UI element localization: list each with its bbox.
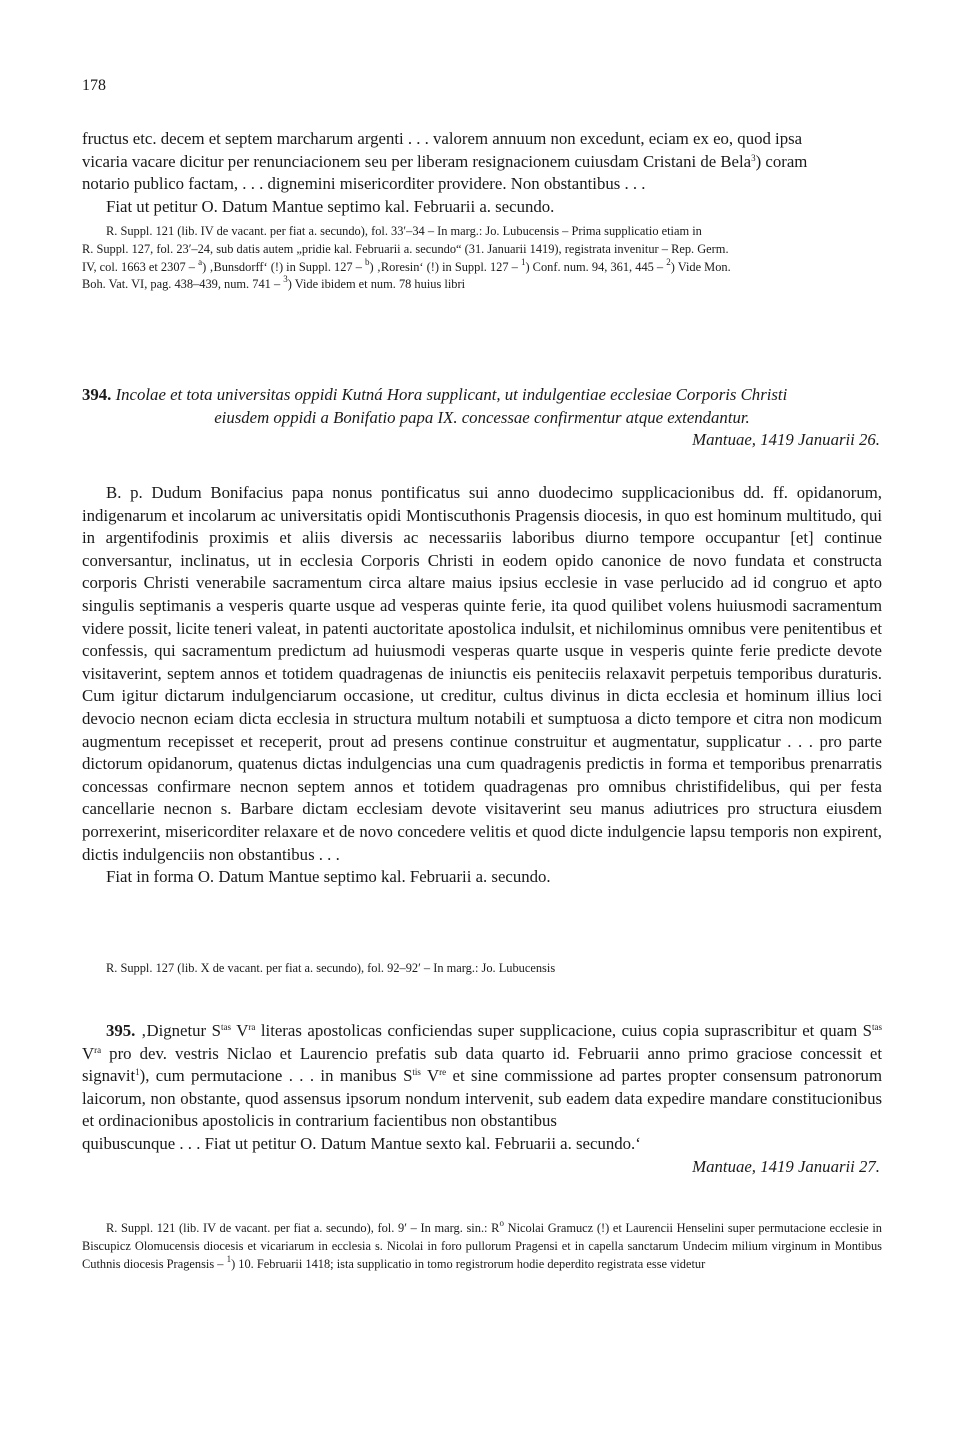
entry-395-body [82, 1020, 882, 1178]
body-text: 395. ‚Dignetur $S^{tas}$ $V^{ra}$ literas apostolicas conficiendas super supplicacione, cuius copia suprascribitur et quam $S^{tas}$ $V^{ra}$ pro dev. vestris Niclao et Laurencio prefatis sub data quarto id. Februarii anno primo graciose concessit et signavit$^1$), cum permutacione . . . in manibus $S^{tis}$ Vre et sine commissione ad partes propter consensum patronorum laicorum, non obstante, quod assensus ipsorum nondum intervenit, sub eadem data expedire mandare constitucionibus et ordinacionibus apostolicis in contrarium facientibus non obstantibus [82, 1021, 883, 1131]
entry-394-body [82, 482, 882, 889]
text-line: notario publico factam, . . . dignemini misericorditer providere. Non obstantibus . . . [82, 174, 646, 194]
body-text: B. p. Dudum Bonifacius papa nonus pontificatus sui anno duodecimo supplicacionibus dd. ff. opidanorum, indigenarum et incolarum ac universitatis opidi Montiscuthonis Pragensis diocesis, in quo est hominum multitudo, qui in argentifodinis proximis et aliis diversis ac necessariis laboribus diurno tempore occupantur [et] continue conversantur, inclinatus, ut in ecclesia Corporis Christi in eodem opido canonice de novo fundata et constructa corporis Christi venerabile sacramentum circa altare maius ipsius ecclesie in vase perlucido ad id congruo et apto singulis septimanis a vesperis quarte usque ad vesperas quinte ferie, ita quod quilibet volens huiusmodi sacramentum videre possit, licite teneri valeat, in patenti auctoritate apostolica indulsit, et nichilominus omnibus vere penitentibus et confessis, qui sacramentum predictum ad huiusmodi vesperas quarte usque in vesperis quinte ferie predicte devote visitaverint, septem annos et totidem quadragenas de iniunctis eis peniteciis relaxavit perpetuis temporibus duraturis. Cum igitur dictarum indulgenciarum occasione, ut creditur, cultus divinus in dicta ecclesia et hominum illius loci devocio necnon eciam dicta ecclesia in structura multum notabili et sumptuosa a dicto tempore et citra non modicum augmentum recepisset et receperit, prout ad presens continue construitur et augmentatur, supplicatur . . . pro parte dictorum opidanorum, quatenus dictas indulgencias una cum quadragenis predictis in forma et temporibus prenarratis concessas confirmare necnon septem annos et totidem quadragenas pro omnibus christifidelibus, qui per festa cancellarie necnon s. Barbare dictam ecclesiam devote visitaverint seu manus adiutrices pro structura eiusdem porrexerint, misericorditer relaxare et de novo concedere velitis et quod dicte indulgencie lapsu temporis non expirent, dictis indulgenciis non obstantibus . . . [82, 483, 882, 864]
entry-number: 394. [82, 385, 112, 404]
footnote-line: IV, col. 1663 et 2307 – $^a$) ‚Bunsdorff‘ (!) in Suppl. 127 – $^b$) ‚Roresin‘ (!) in Suppl. 127 – $^1$) Conf. num. 94, 361, 445 – $^2$) Vide Mon. [82, 256, 731, 274]
fiat-line: Fiat ut petitur O. Datum Mantue septimo kal. Februarii a. secundo. [106, 196, 555, 216]
continuation-text [82, 128, 882, 218]
entry-title: 394. Incolae et tota universitas oppidi Kutná Hora supplicant, ut indulgentiae ecclesiae Corporis Christi [82, 385, 788, 404]
text-line: vicaria vacare dicitur per renunciacionem seu per liberam resignacionem cuiusdam Cristani de Bela$^3$) coram [82, 151, 808, 171]
entry-date: Mantuae, 1419 Januarii 27. [692, 1156, 880, 1176]
entry-number: 395. [106, 1021, 136, 1040]
footnote-block [82, 960, 882, 978]
entry-title-cont: eiusdem oppidi a Bonifatio papa IX. concessae confirmentur atque extendantur. [214, 407, 750, 427]
text-line: fructus etc. decem et septem marcharum argenti . . . valorem annuum non excedunt, eciam ex eo, quod ipsa [82, 129, 803, 148]
footnote-line: R. Suppl. 121 (lib. IV de vacant. per fiat a. secundo), fol. 9′ – In marg. sin.: $R^o$ Nicolai Gramucz (!) et Laurencii Henselini super permutacione ecclesie in Biscupicz Olomucensis diocesis et vicariarum in ecclesia s. Nicolai in foro pullorum Pragensi et in capella sanctarum Undecim milium virginum in Montibus Cuthnis diocesis Pragensis – $^1$) 10. Februarii 1418; ista supplicatio in tomo registrorum hodie deperdito registrata esse videtur [82, 1218, 882, 1271]
footnote-line: R. Suppl. 127, fol. 23′–24, sub datis autem „pridie kal. Februarii a. secundo“ (31. Januarii 1419), registrata invenitur – Rep. Germ. [82, 241, 729, 256]
fiat-line: Fiat in forma O. Datum Mantue septimo kal. Februarii a. secundo. [106, 867, 551, 887]
footnote-block [82, 1220, 882, 1273]
entry-394-heading [82, 384, 882, 452]
footnote-block [82, 223, 882, 294]
footnote-line: R. Suppl. 121 (lib. IV de vacant. per fiat a. secundo), fol. 33′–34 – In marg.: Jo. Lubucensis – Prima supplicatio etiam in [106, 224, 702, 238]
footnote-line: R. Suppl. 127 (lib. X de vacant. per fiat a. secundo), fol. 92–92′ – In marg.: Jo. Lubucensis [106, 961, 556, 975]
closing-line: quibuscunque . . . Fiat ut petitur O. Datum Mantue sexto kal. Februarii a. secundo.‘ [82, 1133, 641, 1153]
page-number: 178 [82, 77, 106, 94]
entry-date: Mantuae, 1419 Januarii 26. [692, 430, 880, 450]
footnote-line: Boh. Vat. VI, pag. 438–439, num. 741 – $^3$) Vide ibidem et num. 78 huius libri [82, 274, 466, 292]
